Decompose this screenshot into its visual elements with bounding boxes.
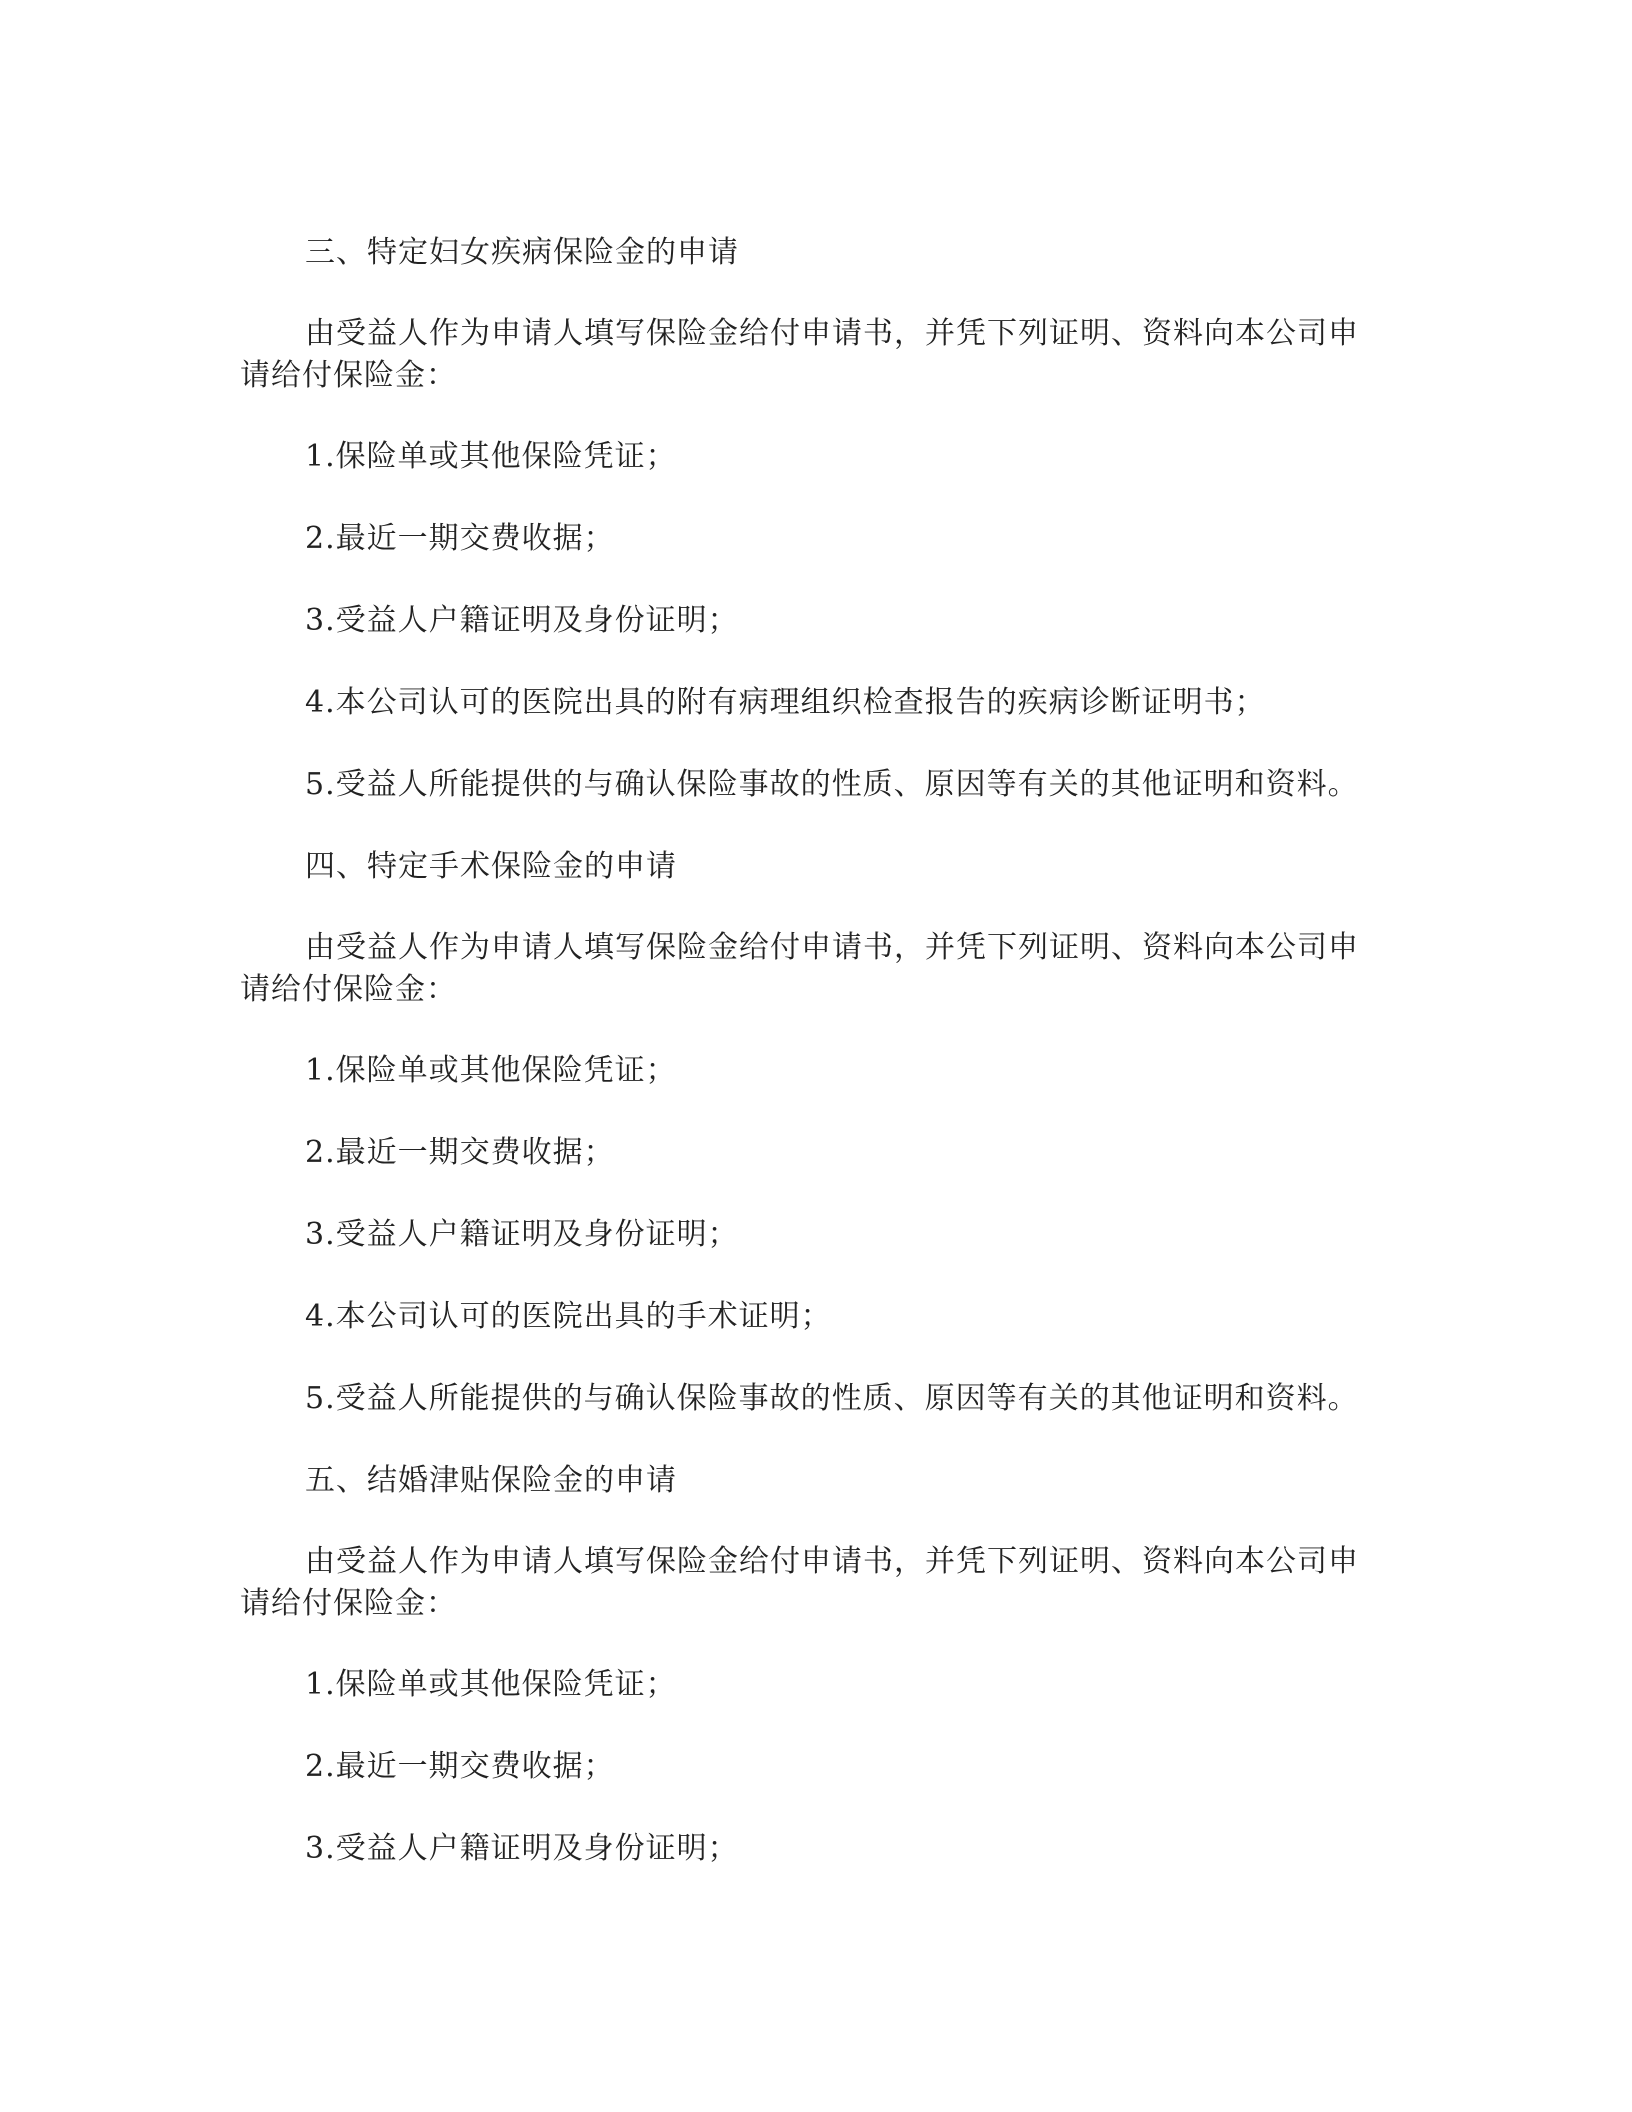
- list-item: 5.受益人所能提供的与确认保险事故的性质、原因等有关的其他证明和资料。: [305, 1381, 1359, 1416]
- list-item: 3.受益人户籍证明及身份证明；: [305, 603, 739, 638]
- section-heading: 五、结婚津贴保险金的申请: [305, 1463, 677, 1498]
- section-heading: 三、特定妇女疾病保险金的申请: [305, 235, 739, 270]
- section-heading: 四、特定手术保险金的申请: [305, 849, 677, 884]
- list-item: 3.受益人户籍证明及身份证明；: [305, 1217, 739, 1252]
- list-item: 2.最近一期交费收据；: [305, 1749, 615, 1784]
- list-item: 4.本公司认可的医院出具的附有病理组织检查报告的疾病诊断证明书；: [305, 685, 1266, 720]
- list-item: 4.本公司认可的医院出具的手术证明；: [305, 1299, 832, 1334]
- intro-paragraph-line: 由受益人作为申请人填写保险金给付申请书，并凭下列证明、资料向本公司申: [305, 930, 1359, 965]
- list-item: 2.最近一期交费收据；: [305, 521, 615, 556]
- list-item: 2.最近一期交费收据；: [305, 1135, 615, 1170]
- list-item: 1.保险单或其他保险凭证；: [305, 1667, 677, 1702]
- intro-paragraph-line: 请给付保险金：: [240, 972, 457, 1007]
- list-item: 5.受益人所能提供的与确认保险事故的性质、原因等有关的其他证明和资料。: [305, 767, 1359, 802]
- intro-paragraph-line: 由受益人作为申请人填写保险金给付申请书，并凭下列证明、资料向本公司申: [305, 316, 1359, 351]
- list-item: 3.受益人户籍证明及身份证明；: [305, 1831, 739, 1866]
- list-item: 1.保险单或其他保险凭证；: [305, 1053, 677, 1088]
- list-item: 1.保险单或其他保险凭证；: [305, 439, 677, 474]
- intro-paragraph-line: 由受益人作为申请人填写保险金给付申请书，并凭下列证明、资料向本公司申: [305, 1544, 1359, 1579]
- intro-paragraph-line: 请给付保险金：: [240, 1586, 457, 1621]
- intro-paragraph-line: 请给付保险金：: [240, 358, 457, 393]
